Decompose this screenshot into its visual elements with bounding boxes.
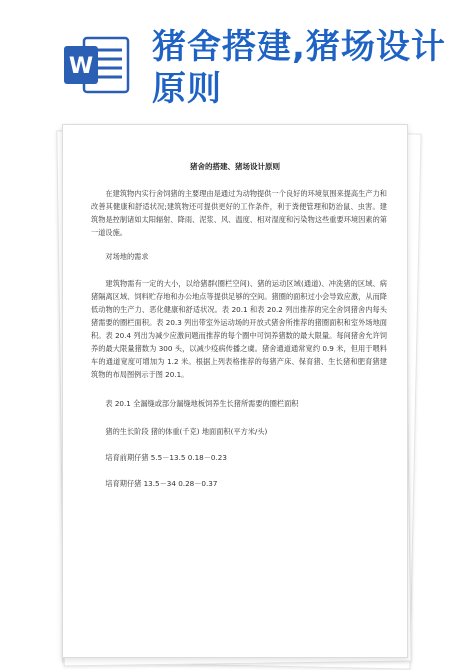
document-preview <box>62 124 412 664</box>
table-row-nursery: 培育期仔猪 13.5－34 0.28－0.37 <box>105 479 218 488</box>
page-title: 猪舍搭建,猪场设计原则 <box>152 27 446 109</box>
word-document-icon <box>62 34 132 96</box>
word-letter: W <box>68 54 94 79</box>
table-row-early-nursery: 培育前期仔猪 5.5－13.5 0.18－0.23 <box>105 453 227 462</box>
section-heading-site-needs: 对场地的需求 <box>105 252 149 261</box>
paragraph-intro: 在建筑物内实行舍饲猪的主要理由是通过为动物提供一个良好的环境氛围来提高生产力和改善其健康和舒适状况;建筑物还可提供更好的工作条件，利于粪便管理和防治鼠、虫害。建筑物是控制诸如太阳辐射、降雨、泥浆、风、温度、相对湿度和污染物这些重要环境因素的第一道设施。 <box>91 189 387 237</box>
document-title: 猪舍的搭建、猪场设计原则 <box>190 162 280 171</box>
header-banner <box>0 0 474 109</box>
table-header-row: 猪的生长阶段 猪的体重(千克) 地面面积(平方米/头) <box>105 427 268 436</box>
document-page <box>62 124 408 658</box>
paragraph-space-requirements: 建筑物需有一定的大小，以给猪群(圈栏空间)、猪的运动区域(通道)、冲洗猪的区域、病猪隔离区域、饲料贮存地和办公地点等提供足够的空间。猪圈的面积过小会导致应激，从而降低动物的生产力、恶化健康和舒适状况。表 20.1 和表 20.2 列出推荐的完全舍饲猪舍内每头猪需要的圈栏面积。表 20.3 列出带室外运动场的开放式猪舍所推荐的猪圈面积和室外场地面积。表 20.4 列出为减少应激问题而推荐的每个圈中可饲养猪数的最大限量。每间猪舍允许饲养的最大限量猪数为 300 头，以减少疫病传播之虞。猪舍通道通常宽约 0.9 米，但用于喂料车的通道宽度可增加为 1.2 米。根据上列表格推荐的每猪产床、保育猪、生长猪和肥育猪建筑物的布局图例示于图 20.1。 <box>91 279 387 379</box>
table-caption: 表 20.1 全漏缝或部分漏缝地板饲养生长猪所需要的圈栏面积 <box>105 399 299 408</box>
